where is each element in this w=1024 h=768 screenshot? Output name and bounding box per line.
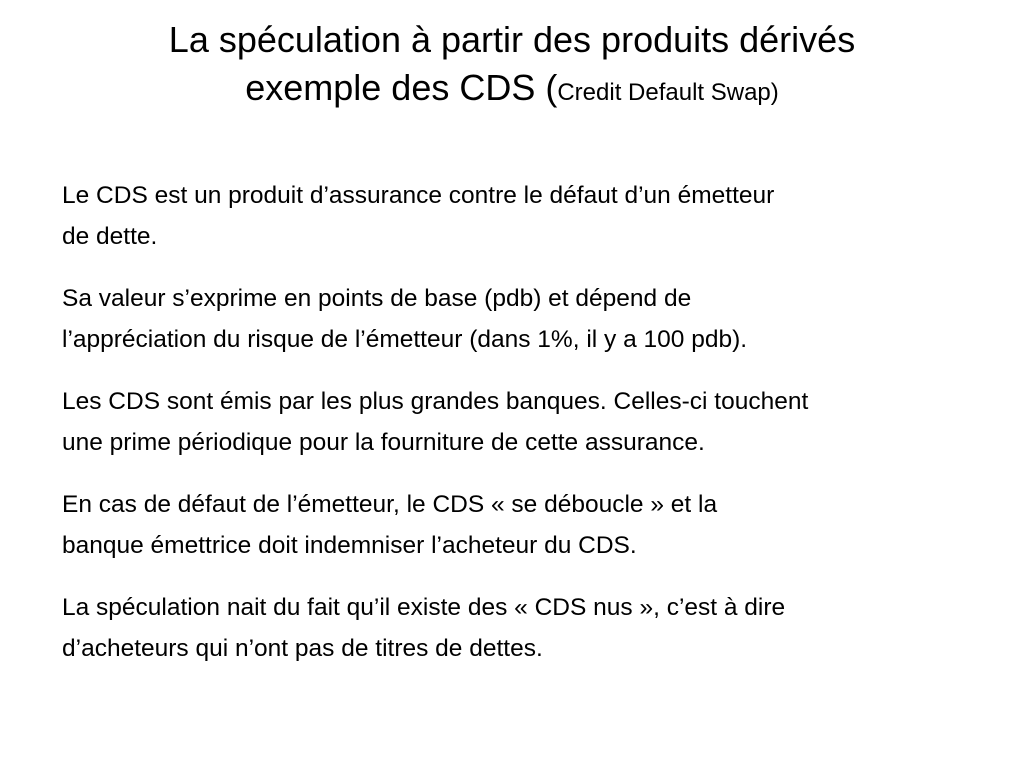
paragraph-line: En cas de défaut de l’émetteur, le CDS « se déboucle » et la [62,491,718,518]
paragraph-cds-speculation [62,587,992,669]
slide-title-small-text: Credit Default Swap) [557,79,779,106]
paragraph-line: de dette. [62,223,158,250]
slide-title-line-2 [40,64,984,117]
paragraph-line: Les CDS sont émis par les plus grandes banques. Celles-ci touchent [62,388,809,415]
paragraph-line: Sa valeur s’exprime en points de base (pdb) et dépend de [62,285,692,312]
paragraph-cds-definition [62,175,992,257]
slide-title [40,16,984,117]
paragraph-line: banque émettrice doit indemniser l’acheteur du CDS. [62,532,637,559]
paragraph-cds-default [62,484,992,566]
paragraph-line: d’acheteurs qui n’ont pas de titres de dettes. [62,635,543,662]
paragraph-line: La spéculation nait du fait qu’il existe des « CDS nus », c’est à dire [62,594,786,621]
paragraph-line: une prime périodique pour la fourniture de cette assurance. [62,429,705,456]
slide-body [62,175,992,690]
paragraph-line: Le CDS est un produit d’assurance contre le défaut d’un émetteur [62,182,775,209]
slide-title-line-1: La spéculation à partir des produits dérivés [168,19,856,60]
paragraph-cds-value [62,278,992,360]
paragraph-cds-issuers [62,381,992,463]
slide-title-main-text: exemple des CDS ( [245,67,558,108]
paragraph-line: l’appréciation du risque de l’émetteur (dans 1%, il y a 100 pdb). [62,326,748,353]
